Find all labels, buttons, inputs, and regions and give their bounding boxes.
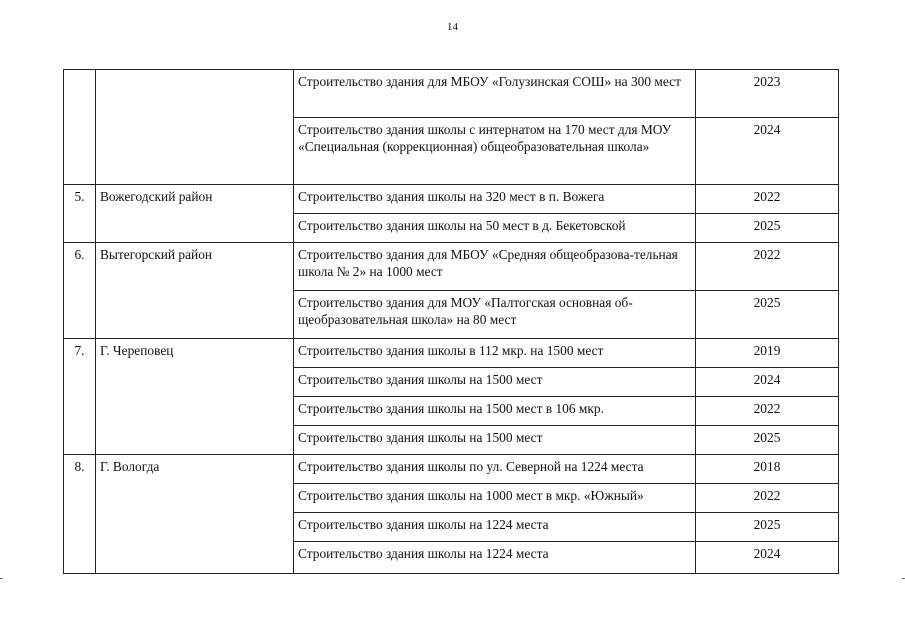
table-row (64, 339, 839, 368)
district-cell: Вытегорский район (96, 243, 294, 339)
project-year: 2019 (696, 339, 839, 368)
district-cell: Г. Вологда (96, 455, 294, 574)
project-description: Строительство здания школы на 1000 мест в мкр. «Южный» (294, 484, 696, 513)
project-year: 2022 (696, 243, 839, 291)
table-row (64, 185, 839, 214)
project-description: Строительство здания школы на 50 мест в д. Бекетовской (294, 214, 696, 243)
project-description: Строительство здания школы на 1224 места (294, 542, 696, 574)
project-year: 2024 (696, 118, 839, 185)
project-description: Строительство здания школы на 320 мест в п. Вожега (294, 185, 696, 214)
row-number: 8. (64, 455, 96, 574)
project-year: 2022 (696, 484, 839, 513)
project-description: Строительство здания для МБОУ «Средняя общеобразова-тельная школа № 2» на 1000 мест (294, 243, 696, 291)
project-description: Строительство здания школы в 112 мкр. на 1500 мест (294, 339, 696, 368)
project-description: Строительство здания для МОУ «Палтогская основная об-щеобразовательная школа» на 80 мест (294, 291, 696, 339)
row-number: 6. (64, 243, 96, 339)
project-description: Строительство здания школы на 1224 места (294, 513, 696, 542)
project-year: 2022 (696, 185, 839, 214)
district-cell: Г. Череповец (96, 339, 294, 455)
project-year: 2025 (696, 513, 839, 542)
project-year: 2018 (696, 455, 839, 484)
project-year: 2024 (696, 542, 839, 574)
project-year: 2025 (696, 426, 839, 455)
project-description: Строительство здания школы на 1500 мест (294, 368, 696, 397)
project-year: 2024 (696, 368, 839, 397)
row-number: 7. (64, 339, 96, 455)
district-cell: Вожегодский район (96, 185, 294, 243)
project-year: 2025 (696, 291, 839, 339)
project-description: Строительство здания школы на 1500 мест (294, 426, 696, 455)
row-number (64, 70, 96, 185)
project-description: Строительство здания для МБОУ «Голузинская СОШ» на 300 мест (294, 70, 696, 118)
project-year: 2023 (696, 70, 839, 118)
table-row (64, 455, 839, 484)
project-description: Строительство здания школы с интернатом на 170 мест для МОУ «Специальная (коррекционная) общеобразовательная школа» (294, 118, 696, 185)
table-body (64, 70, 839, 574)
construction-table (63, 69, 839, 574)
row-number: 5. (64, 185, 96, 243)
project-year: 2025 (696, 214, 839, 243)
project-description: Строительство здания школы по ул. Северной на 1224 места (294, 455, 696, 484)
page-number: 14 (447, 21, 458, 33)
edge-mark (0, 578, 3, 579)
table-row (64, 70, 839, 118)
project-year: 2022 (696, 397, 839, 426)
project-description: Строительство здания школы на 1500 мест в 106 мкр. (294, 397, 696, 426)
table-row (64, 243, 839, 291)
district-cell (96, 70, 294, 185)
